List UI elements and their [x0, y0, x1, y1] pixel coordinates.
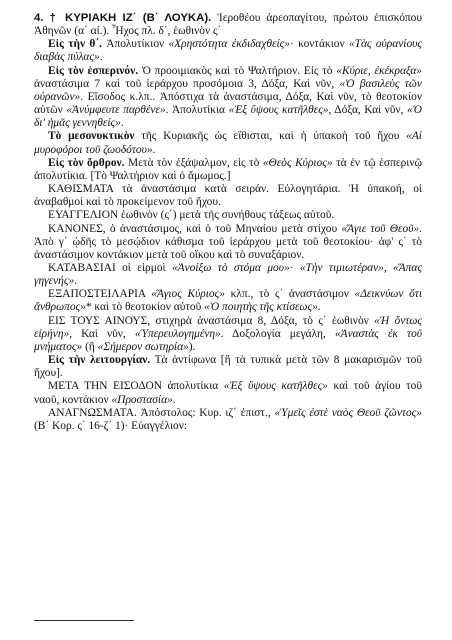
text-run: ΕΙΣ ΤΟΥΣ ΑΙΝΟΥΣ, στιχηρὰ ἀναστάσιμα 8, Δόξα, τὸ ς΄ ἑωθινὸν	[48, 314, 375, 327]
section-after-entrance	[34, 380, 422, 406]
hymn-title: «Τὰς οὐρανίους διαβὰς πύλας»	[34, 38, 422, 64]
text-run: καὶ τοῦ ἁγίου τοῦ ναοῦ, κοντάκιον	[34, 380, 422, 406]
hymn-title: «Ὁ ποιητὴς τῆς κτίσεως»	[204, 301, 318, 314]
section-katavasiae	[34, 262, 422, 288]
text-run: ΚΑΤΑΒΑΣΙΑΙ οἱ εἱρμοὶ	[48, 261, 172, 274]
hymn-title: «Δεικνύων ὅτι ἄνθρωπος»	[34, 288, 423, 314]
hymn-title: «Ἀνοίξω τὸ στόμα μου»	[171, 261, 290, 274]
heading-number: 4.	[34, 12, 44, 24]
hymn-title: «Ἀναστὰς ἐκ τοῦ μνήματος»	[34, 327, 422, 353]
hymn-title: «Θεὸς Κύριος»	[262, 156, 333, 169]
text-run: (ἢ	[82, 340, 98, 353]
section-orthros	[34, 157, 422, 183]
text-run: .	[120, 117, 124, 130]
section-liturgy	[34, 354, 422, 380]
text-run: .	[317, 301, 321, 314]
section-vespers	[34, 65, 422, 131]
text-run: .	[152, 143, 156, 156]
text-run: , Καὶ νῦν,	[69, 327, 135, 340]
section-label: Εἰς τὴν λειτουργίαν.	[48, 354, 151, 367]
section-exapostilaria	[34, 288, 422, 314]
section-midnight-office	[34, 130, 422, 156]
hymn-title: «Ἅγιος Κύριος»	[151, 288, 225, 301]
hymn-title: «Αἱ μυροφόροι τοῦ ζωοδότου»	[34, 130, 422, 156]
hymn-title: «Τὴν τιμιωτέραν»	[299, 261, 384, 274]
section-ninth-hour	[34, 38, 422, 64]
section-kathismata: ΚΑΘΙΣΜΑΤΑ τὰ ἀναστάσιμα κατὰ σειράν. Εὐλογητάρια. Ἡ ὑπακοή, οἱ ἀναβαθμοὶ καὶ τὸ προκείμενον τοῦ ἤχου.	[34, 183, 422, 209]
text-run: τὰ ἐν τῷ ἑσπερινῷ ἀπολυτίκια. [Τὸ Ψαλτήριον καὶ ὁ ἄμωμος.]	[34, 156, 422, 182]
text-run: ΜΕΤΑ ΤΗΝ ΕΙΣΟΔΟΝ ἀπολυτίκια	[48, 380, 224, 393]
text-run: .	[74, 275, 77, 288]
section-label: Εἰς τὸν ὄρθρον.	[48, 156, 125, 169]
text-run: , Δόξα, Καὶ νῦν,	[328, 104, 407, 117]
heading-title: ΚΥΡΙΑΚΗ ΙΖ΄ (Β΄ ΛΟΥΚΑ).	[64, 12, 212, 24]
text-run: ΕΞΑΠΟΣΤΕΙΛΑΡΙΑ	[48, 288, 152, 301]
text-run: Ἀπολυτίκιον	[101, 38, 169, 51]
text-run: * καὶ τὸ θεοτοκίον αὐτοῦ	[85, 301, 205, 314]
hymn-title: «Ἡ ὄντως εἰρήνη»	[34, 314, 423, 340]
section-gospel: ΕΥΑΓΓΕΛΙΟΝ ἑωθινὸν (ς΄) μετὰ τῆς συνήθους τάξεως αὐτοῦ.	[48, 209, 335, 222]
hymn-title: «Ἐξ ὕψους κατῆλθες»	[223, 380, 328, 393]
footnote-divider	[34, 620, 134, 621]
hymn-title: «Ὁ δι' ἡμᾶς γεννηθείς»	[34, 104, 422, 130]
text-run: Τὰ ἀντίφωνα [ἢ τὰ τυπικὰ μετὰ τῶν 8 μακαρισμῶν τοῦ ἤχου].	[34, 354, 422, 380]
text-run: .	[99, 51, 103, 64]
hymn-title: «Ἐξ ὕψους κατῆλθες»	[228, 104, 329, 117]
hymn-title: «Χρηστότητα ἐκδιδαχθείς»	[168, 38, 290, 51]
section-canons	[34, 223, 422, 262]
hymn-title: «Ἀνύμφευτε παρθένε»	[66, 104, 166, 117]
text-run: ,	[383, 261, 394, 274]
hymn-title: «Κύριε, ἐκέκραξα»	[336, 64, 422, 77]
text-run: ΑΝΑΓΝΩΣΜΑΤΑ. Ἀπόστολος: Κυρ. ιζ΄ ἐπιστ.,	[48, 406, 275, 419]
hymn-title: «Σήμερον σωτηρία»	[97, 340, 189, 353]
text-run: Μετὰ τὸν ἑξάψαλμον, εἰς τὸ	[124, 156, 263, 169]
text-run: · κοντάκιον	[289, 38, 349, 51]
text-run: .	[172, 393, 176, 406]
section-label: Εἰς τὸν ἑσπερινόν.	[48, 64, 139, 77]
section-label: Εἰς τὴν θ΄.	[48, 38, 102, 51]
text-run: . Ἀπολυτίκια	[165, 104, 229, 117]
text-run: Ὁ προοιμιακὸς καὶ τὸ Ψαλτήριον. Εἰς τὸ	[138, 64, 337, 77]
cross-icon: †	[49, 12, 59, 24]
hymn-title: «Ἅγιε τοῦ Θεοῦ»	[341, 222, 420, 235]
text-run: ΚΑΝΟΝΕΣ, ὁ ἀναστάσιμος, καὶ ὁ τοῦ Μηναίου μετὰ στίχου	[48, 222, 342, 235]
hymn-title: «Ὁ βασιλεὺς τῶν οὐρανῶν»	[34, 77, 422, 103]
heading-text: Ἱεροθέου ἀρεοπαγίτου, πρώτου ἐπισκόπου Ἀθηνῶν (α΄ αἰ.). Ἦχος πλ. δ΄, ἑωθινὸν ς΄	[34, 12, 422, 38]
text-run: . Εἴσοδος κ.λπ.. Ἀπόστιχα τὰ ἀναστάσιμα, Δόξα, Καὶ νῦν, τὸ θεοτοκίον αὐτῶν	[34, 90, 422, 117]
hymn-title: «Ὑπερευλογημένη»	[134, 327, 221, 340]
hymn-title: «Ἅπας γηγενής»	[34, 261, 422, 288]
text-run: ).	[188, 340, 196, 353]
text-run: κλπ., τὸ ς΄ ἀναστάσιμον	[224, 288, 355, 301]
section-readings	[34, 407, 422, 433]
day-heading	[34, 12, 422, 38]
text-run: ·	[289, 261, 300, 274]
section-praises	[34, 315, 422, 354]
text-run: τῆς Κυριακῆς ὡς εἴθισται, καὶ ἡ ὑπακοὴ τοῦ ἤχου	[134, 130, 407, 143]
section-label: Τὸ μεσονυκτικὸν	[48, 130, 135, 143]
hymn-title: «Ὑμεῖς ἐστὲ ναὸς Θεοῦ ζῶντος»	[274, 406, 422, 419]
text-run: (Β΄ Κορ. ς΄ 16-ζ΄ 1)· Εὐαγγέλιον:	[34, 419, 188, 432]
text-run: ἀναστάσιμα 7 καὶ τοῦ ἱεράρχου προσόμοια 3, Δόξα, Καὶ νῦν,	[34, 77, 340, 90]
text-run: . Δοξολογία μεγάλη,	[220, 327, 335, 340]
hymn-title: «Προστασία»	[111, 393, 173, 406]
text-run: . Ἀπὸ γ΄ ᾠδῆς τὸ μεσῴδιον κάθισμα τοῦ ἱεράρχου μετὰ τοῦ θεοτοκίου· ἀφ' ς΄ τὸ ἀναστάσιμον κοντάκιον μετὰ τοῦ οἴκου καὶ τὸ συναξάριον.	[34, 222, 422, 261]
